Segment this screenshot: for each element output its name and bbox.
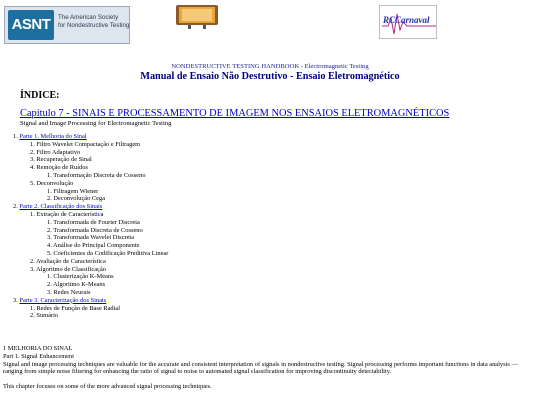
toc-item-number: 3. bbox=[47, 234, 52, 242]
toc-item-label: Filtragem Wiener bbox=[53, 187, 99, 195]
paragraph-1: Signal and image processing techniques are valuable for the accurate and consistent interpretation of signals in nondestructive testing. Signal processing performs important functions in data analysis — ranging from simple noise filtering for enhancing the ratio of signal to noise to automated signal classification for improving discontinuity detectability. bbox=[3, 360, 518, 376]
toc-item-label: Transformação Discreta de Cosseno bbox=[53, 171, 146, 179]
toc-item-number: 2. bbox=[30, 148, 35, 156]
asnt-logo-line1: The American Society bbox=[58, 14, 119, 21]
toc-item-number: 1. bbox=[47, 218, 52, 226]
toc-item-label: Transformada Discreta de Cosseno bbox=[53, 226, 143, 234]
toc-item-number: 1. bbox=[47, 273, 52, 281]
toc-item-number: 2. bbox=[13, 203, 18, 211]
toc-item bbox=[0, 188, 168, 196]
toc-item bbox=[0, 141, 168, 149]
toc-part-link[interactable]: Parte 1. Melhoria do Sinal bbox=[19, 133, 87, 140]
toc-item-number: 2. bbox=[30, 257, 35, 265]
toc-item-number: 4. bbox=[47, 242, 52, 250]
asnt-logo-line2: for Nondestructive Testing bbox=[58, 22, 130, 29]
toc-item bbox=[0, 234, 168, 242]
asnt-logo-text bbox=[58, 14, 130, 30]
section-subheading: Part 1. Signal Enhancement bbox=[3, 352, 74, 360]
toc-item-number: 1. bbox=[47, 187, 52, 195]
toc-item-label: Clusterização K-Means bbox=[53, 273, 114, 281]
toc-part-link[interactable]: Parte 2. Classificação dos Sinais bbox=[19, 203, 103, 211]
toc-item bbox=[0, 281, 168, 289]
toc-item bbox=[0, 250, 168, 258]
toc-item bbox=[0, 180, 168, 188]
toc-item bbox=[0, 305, 168, 313]
paragraph-2: This chapter focuses on some of the more advanced signal processing techniques. bbox=[3, 383, 212, 391]
table-of-contents bbox=[0, 133, 168, 320]
toc-item-label: Redes Neurais bbox=[53, 288, 91, 296]
toc-item-label: Transformada Wavelet Discreta bbox=[53, 234, 135, 242]
toc-item-number: 3. bbox=[30, 156, 35, 164]
toc-item-label: Filtro Wavelet Compactação e Filtragem bbox=[36, 140, 141, 148]
toc-item-number: 2. bbox=[47, 281, 52, 289]
toc-item bbox=[0, 211, 168, 219]
toc-item bbox=[0, 227, 168, 235]
toc-item-number: 5. bbox=[30, 179, 35, 187]
toc-item bbox=[0, 219, 168, 227]
toc-item bbox=[0, 195, 168, 203]
toc-item-label: Coeficientes da Codificação Preditiva Linear bbox=[53, 249, 169, 257]
toc-item bbox=[0, 156, 168, 164]
toc-item-label: Avaliação de Característica bbox=[36, 257, 106, 265]
toc-item[interactable] bbox=[0, 297, 168, 305]
toc-item bbox=[0, 172, 168, 180]
toc-item-number: 3. bbox=[47, 288, 52, 296]
document-subtitle: NONDESTRUCTIVE TESTING HANDBOOK - Electromagnetic Testing bbox=[171, 63, 369, 70]
toc-item-number: 1. bbox=[30, 140, 35, 148]
toc-item-label: Sumário bbox=[36, 312, 59, 320]
rc-carnaval-logo-text: RCCarnaval bbox=[383, 15, 430, 25]
tv-screen-icon[interactable] bbox=[174, 4, 220, 30]
toc-item bbox=[0, 266, 168, 274]
toc-item-number: 1. bbox=[30, 210, 35, 218]
toc-item-label: Algoritmo K-Means bbox=[53, 281, 106, 289]
toc-item-number: 4. bbox=[30, 164, 35, 172]
section-heading: 1 MELHORIA DO SINAL bbox=[3, 345, 73, 352]
toc-item bbox=[0, 289, 168, 297]
toc-item-number: 1. bbox=[13, 133, 18, 140]
toc-item-label: Deconvolução bbox=[36, 179, 74, 187]
toc-item bbox=[0, 258, 168, 266]
chapter-title-link[interactable]: Capítulo 7 - SINAIS E PROCESSAMENTO DE IMAGEM NOS ENSAIOS ELETROMAGNÉTICOS bbox=[20, 108, 450, 119]
toc-item-number: 2. bbox=[47, 226, 52, 234]
toc-item[interactable] bbox=[0, 203, 168, 211]
toc-item-number: 3. bbox=[13, 296, 18, 304]
rc-carnaval-logo[interactable] bbox=[379, 5, 437, 39]
toc-item-label: Remoção de Ruídos bbox=[36, 164, 88, 172]
toc-item-number: 2. bbox=[47, 195, 52, 203]
toc-item-label: Extração de Característica bbox=[36, 210, 104, 218]
page-title: Manual de Ensaio Não Destrutivo - Ensaio Eletromagnético bbox=[140, 71, 400, 82]
toc-item bbox=[0, 273, 168, 281]
toc-item-number: 1. bbox=[47, 171, 52, 179]
toc-item-label: Transformada de Fourier Discreta bbox=[53, 218, 140, 226]
toc-item-label: Redes de Função de Base Radial bbox=[36, 304, 120, 312]
asnt-logo-mark-text: ASNT bbox=[11, 16, 51, 33]
toc-item bbox=[0, 149, 168, 157]
toc-item-number: 1. bbox=[30, 304, 35, 312]
toc-item-label: Filtro Adaptativo bbox=[36, 148, 81, 156]
toc-item bbox=[0, 164, 168, 172]
toc-item bbox=[0, 242, 168, 250]
index-heading: ÍNDICE: bbox=[20, 90, 60, 101]
toc-item-number: 3. bbox=[30, 265, 35, 273]
toc-item-label: Algoritmo de Classificação bbox=[36, 265, 106, 273]
toc-item-label: Recuperação de Sinal bbox=[36, 156, 92, 164]
body-text bbox=[3, 345, 523, 391]
toc-item-number: 2. bbox=[30, 312, 35, 320]
chapter-subtitle: Signal and Image Processing for Electromagnetic Testing bbox=[20, 120, 172, 127]
toc-item-label: Análise do Principal Componente bbox=[53, 242, 140, 250]
paragraph-gap bbox=[3, 376, 523, 383]
toc-item-label: Deconvolução Cega bbox=[53, 195, 106, 203]
toc-item bbox=[0, 312, 168, 320]
asnt-logo[interactable] bbox=[4, 6, 130, 44]
asnt-logo-mark bbox=[8, 10, 54, 40]
toc-part-link[interactable]: Parte 3. Caracterização dos Sinais bbox=[19, 296, 107, 304]
toc-item[interactable] bbox=[0, 133, 168, 141]
toc-item-number: 5. bbox=[47, 249, 52, 257]
